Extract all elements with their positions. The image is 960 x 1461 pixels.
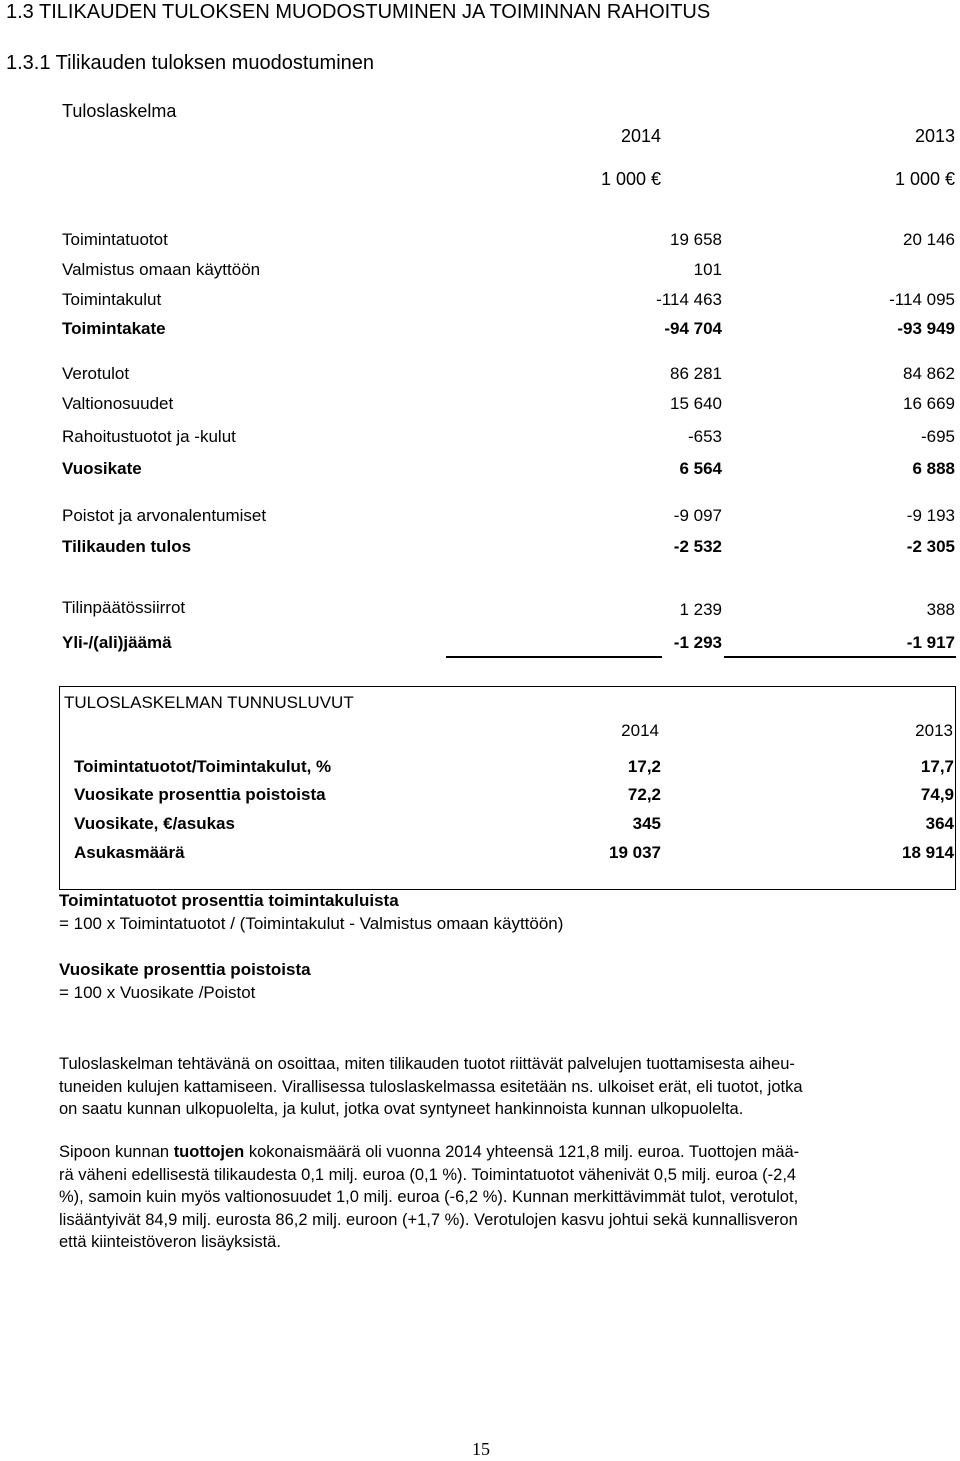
row-label: Toimintakulut <box>62 290 162 309</box>
row-label: Toimintatuotot <box>62 230 168 249</box>
statement-row <box>62 230 955 254</box>
value-2013: 16 669 <box>903 394 955 413</box>
value-2014: -114 463 <box>656 290 722 309</box>
statement-row <box>62 537 955 561</box>
key-figure-row <box>74 843 954 865</box>
value-2014: 1 239 <box>679 600 722 619</box>
row-label: Tilikauden tulos <box>62 537 192 556</box>
formula-2-name: Vuosikate prosenttia poistoista <box>59 960 311 979</box>
statement-row <box>62 459 955 483</box>
key-year-2013-header: 2013 <box>915 721 953 740</box>
value-2014: 101 <box>693 260 722 279</box>
value-2013: -93 949 <box>897 319 955 338</box>
key-value-2014: 72,2 <box>627 785 661 804</box>
key-figure-label: Vuosikate, €/asukas <box>74 814 235 833</box>
statement-row <box>62 394 955 418</box>
value-2014: -1 293 <box>673 633 722 652</box>
unit-2014-header: 1 000 € <box>600 169 661 189</box>
row-label: Verotulot <box>62 364 130 383</box>
subsection-heading: 1.3.1 Tilikauden tuloksen muodostuminen <box>6 52 375 74</box>
value-2014: -94 704 <box>664 319 722 338</box>
value-2013: 6 888 <box>912 459 955 478</box>
key-year-2014-header: 2014 <box>621 721 659 740</box>
key-value-2014: 345 <box>632 814 661 833</box>
value-2014: 19 658 <box>670 230 722 249</box>
statement-row <box>62 290 955 314</box>
value-2013: 20 146 <box>903 230 955 249</box>
row-label: Valtionosuudet <box>62 394 174 413</box>
value-2014: 15 640 <box>670 394 722 413</box>
bold-term: tuottojen <box>173 1143 245 1161</box>
key-value-2013: 18 914 <box>902 843 954 862</box>
value-2014: 6 564 <box>679 459 722 478</box>
key-figure-row <box>74 814 954 836</box>
paragraph-line: lisääntyivät 84,9 milj. eurosta 86,2 milj. euroon (+1,7 %). Verotulojen kasvu johtui sekä kunnallisveron <box>59 1210 798 1229</box>
formula-1-name: Toimintatuotot prosenttia toimintakuluista <box>59 891 399 910</box>
total-underline-2013 <box>724 656 956 658</box>
row-label: Tilinpäätössiirrot <box>62 598 186 617</box>
row-label: Vuosikate <box>62 459 142 478</box>
statement-row <box>62 633 955 657</box>
paragraph-line <box>59 1141 959 1164</box>
value-2014: 86 281 <box>670 364 722 383</box>
formula-1-expression: = 100 x Toimintatuotot / (Toimintakulut - Valmistus omaan käyttöön) <box>59 914 564 933</box>
statement-row <box>62 427 955 451</box>
key-figure-label: Asukasmäärä <box>74 843 185 862</box>
row-label: Yli-/(ali)jäämä <box>62 633 172 652</box>
statement-row <box>62 600 955 624</box>
row-label: Toimintakate <box>62 319 166 338</box>
key-value-2013: 364 <box>925 814 954 833</box>
value-2013: -695 <box>920 427 955 446</box>
row-label: Rahoitustuotot ja -kulut <box>62 427 236 446</box>
paragraph-line: tuneiden kulujen kattamiseen. Virallisessa tuloslaskelmassa esitetään ns. ulkoiset erät, eli tuotot, jotka <box>59 1077 803 1096</box>
key-value-2013: 74,9 <box>920 785 954 804</box>
year-2013-header: 2013 <box>914 126 955 146</box>
key-figures-title: TULOSLASKELMAN TUNNUSLUVUT <box>64 693 354 712</box>
key-value-2013: 17,7 <box>920 757 954 776</box>
statement-row <box>62 364 955 388</box>
statement-row <box>62 319 955 343</box>
key-figure-label: Toimintatuotot/Toimintakulut, % <box>74 757 332 776</box>
key-value-2014: 19 037 <box>609 843 661 862</box>
paragraph-line: Tuloslaskelman tehtävänä on osoittaa, miten tilikauden tuotot riittävät palvelujen tuottamisesta aiheu- <box>59 1055 795 1073</box>
formula-2-expression: = 100 x Vuosikate /Poistot <box>59 983 256 1002</box>
unit-2013-header: 1 000 € <box>894 169 955 189</box>
paragraph-line: on saatu kunnan ulkopuolelta, ja kulut, jotka ovat syntyneet hankinnoista kunnan ulkopuolelta. <box>59 1100 744 1118</box>
value-2013: -9 193 <box>906 506 955 525</box>
key-value-2014: 17,2 <box>627 757 661 776</box>
page-number: 15 <box>472 1439 490 1459</box>
text-run: kokonaismäärä oli vuonna 2014 yhteensä 121,8 milj. euroa. Tuottojen mää- <box>244 1143 800 1161</box>
value-2014: -9 097 <box>673 506 722 525</box>
income-statement-title: Tuloslaskelma <box>62 101 177 121</box>
revenue-paragraph <box>59 1141 959 1254</box>
paragraph-line: rä väheni edellisestä tilikaudesta 0,1 milj. euroa (0,1 %). Toimintatuotot vähenivät 0,5 milj. euroa (-2,4 <box>59 1165 797 1184</box>
text-run: Sipoon kunnan <box>59 1143 174 1161</box>
total-underline-2014 <box>446 656 662 658</box>
statement-row <box>62 260 955 284</box>
paragraph-line: %), samoin kuin myös valtionosuudet 1,0 milj. euroa (-6,2 %). Kunnan merkittävimmät tulot, verotulot, <box>59 1188 799 1206</box>
section-heading: 1.3 TILIKAUDEN TULOKSEN MUODOSTUMINEN JA TOIMINNAN RAHOITUS <box>6 1 711 23</box>
year-2014-header: 2014 <box>620 126 661 146</box>
key-figures-box <box>59 686 956 890</box>
value-2013: 388 <box>926 600 955 619</box>
value-2014: -2 532 <box>673 537 722 556</box>
value-2013: 84 862 <box>903 364 955 383</box>
row-label: Poistot ja arvonalentumiset <box>62 506 267 525</box>
value-2014: -653 <box>687 427 722 446</box>
value-2013: -1 917 <box>906 633 955 652</box>
key-figure-row <box>74 785 954 807</box>
key-figure-label: Vuosikate prosenttia poistoista <box>74 785 326 804</box>
value-2013: -2 305 <box>906 537 955 556</box>
key-figure-row <box>74 757 954 779</box>
paragraph-line: että kiinteistöveron lisäyksistä. <box>59 1233 281 1251</box>
row-label: Valmistus omaan käyttöön <box>62 260 261 279</box>
statement-row <box>62 506 955 530</box>
value-2013: -114 095 <box>889 290 955 309</box>
explanation-paragraph <box>59 1053 959 1121</box>
